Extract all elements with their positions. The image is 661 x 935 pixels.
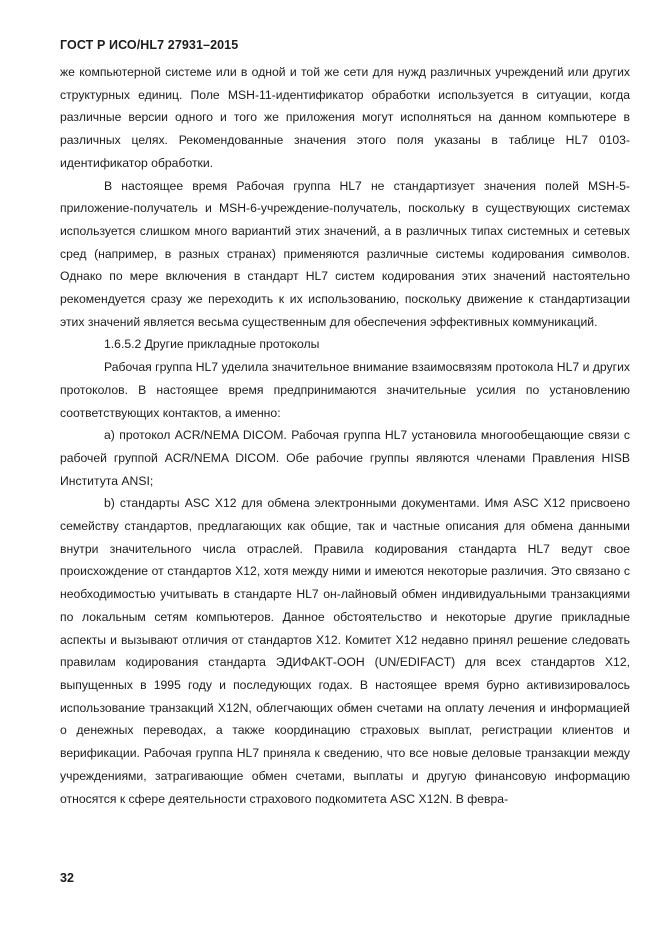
page-number: 32: [60, 871, 74, 885]
paragraph-continuation: же компьютерной системе или в одной и той же сети для нужд различных учреждений или других структурных единиц. Поле MSH-11-идентификатор обработки используется в ситуации, когда различные версии одного и того же приложения могут исполняться на данном компьютере в различных целях. Рекомендованные значения этого поля указаны в таблице HL7 0103-идентификатор обработки.: [60, 65, 630, 170]
section-heading-1-6-5-2: 1.6.5.2 Другие прикладные протоколы: [104, 337, 320, 352]
document-header: ГОСТ Р ИСО/HL7 27931–2015: [60, 38, 239, 52]
document-body: [60, 61, 630, 810]
list-item-b-asc-x12: b) стандарты ASC X12 для обмена электронными документами. Имя ASC X12 присвоено семейству стандартов, предлагающих как общие, так и частные описания для обмена данными внутри значительного числа отраслей. Правила кодирования стандарта HL7 ведут свое происхождение от стандартов X12, хотя между ними и имеются некоторые различия. Это связано с необходимостью учитывать в стандарте HL7 он-лайновый обмен индивидуальными транзакциями по локальным сетям компьютеров. Данное обстоятельство и некоторые другие прикладные аспекты и вызывают отличия от стандартов X12. Комитет X12 недавно принял решение следовать правилам кодирования стандарта ЭДИФАКТ-ООН (UN/EDIFACT) для всех стандартов X12, выпущенных в 1995 году и последующих годах. В настоящее время бурно активизировалось использование транзакций X12N, облегчающих обмен счетами на оплату лечения и информацией о денежных переводах, а также координацию страховых выплат, регистрации клиентов и верификации. Рабочая группа HL7 приняла к сведению, что все новые деловые транзакции между учреждениями, затрагивающие обмен счетами, выплаты и другую финансовую информацию относятся к сфере деятельности страхового подкомитета ASC X12N. В февра-: [60, 496, 630, 806]
list-item-a-dicom: a) протокол ACR/NEMA DICOM. Рабочая группа HL7 установила многообещающие связи с рабочей группой ACR/NEMA DICOM. Обе рабочие группы являются членами Правления HISB Института ANSI;: [60, 428, 630, 488]
paragraph-other-protocols: Рабочая группа HL7 уделила значительное внимание взаимосвязям протокола HL7 и других протоколов. В настоящее время предпринимаются значительные усилия по установлению соответствующих контактов, а именно:: [60, 360, 630, 420]
paragraph-msh-fields: В настоящее время Рабочая группа HL7 не стандартизует значения полей MSH-5-приложение-получатель и MSH-6-учреждение-получатель, поскольку в существующих системах используется слишком много вариантий этих значений, а в различных типах системных и сетевых сред (например, в разных странах) применяются различные системы кодирования символов. Однако по мере включения в стандарт HL7 систем кодирования этих значений настоятельно рекомендуется сразу же переходить к их использованию, поскольку движение к стандартизации этих значений является весьма существенным для обеспечения эффективных коммуникаций.: [60, 178, 630, 329]
